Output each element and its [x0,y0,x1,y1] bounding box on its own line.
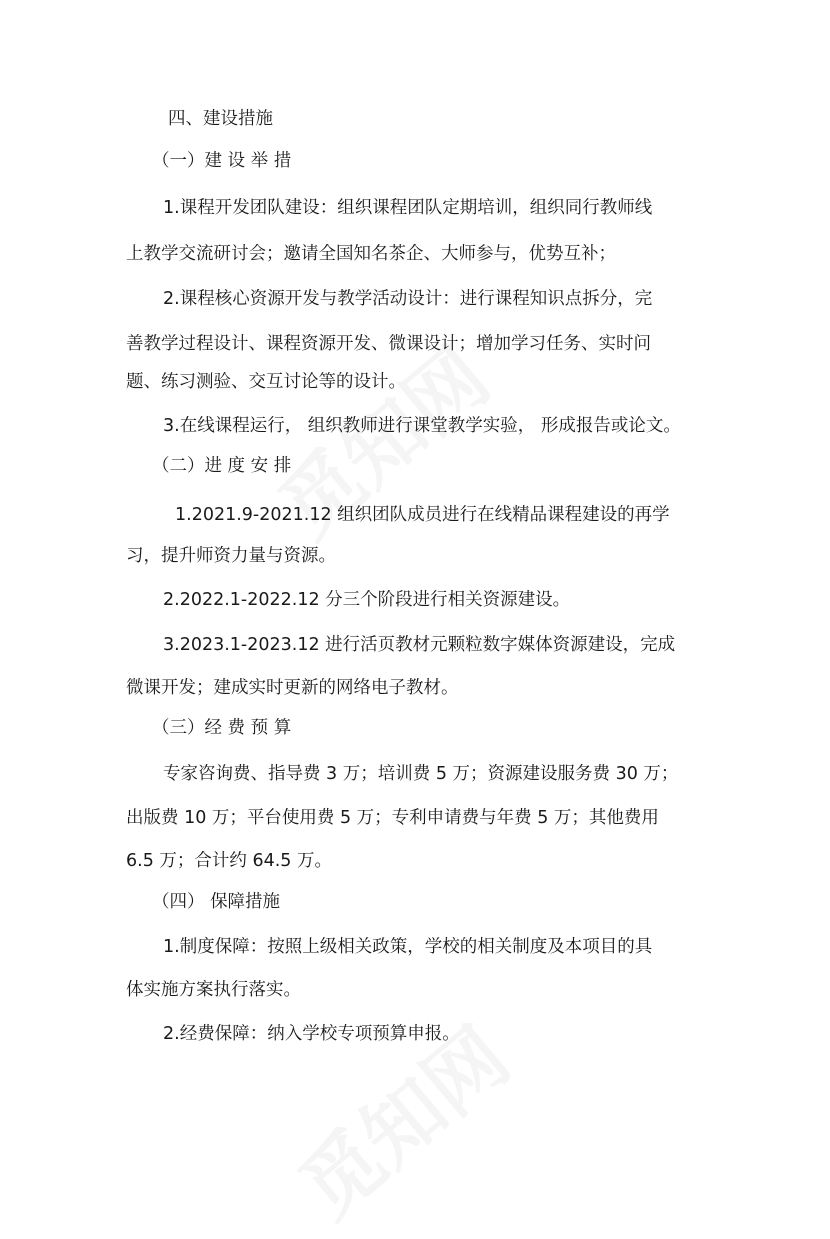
paragraph-line: 2.经费保障：纳入学校专项预算申报。 [163,1024,460,1044]
paragraph-line: 6.5 万；合计约 64.5 万。 [126,851,332,871]
subsection-title-1: （一）建 设 举 措 [152,151,292,171]
paragraph-line: 专家咨询费、指导费 3 万；培训费 5 万；资源建设服务费 30 万； [163,764,679,784]
paragraph-line: 善教学过程设计、课程资源开发、微课设计；增加学习任务、实时问 [126,334,651,354]
paragraph-line: 题、练习测验、交互讨论等的设计。 [126,372,406,392]
paragraph-line: 微课开发；建成实时更新的网络电子教材。 [126,678,459,698]
paragraph-line: 1.制度保障：按照上级相关政策，学校的相关制度及本项目的具 [163,937,653,957]
paragraph-line: 习，提升师资力量与资源。 [126,546,336,566]
subsection-title-3: （三）经 费 预 算 [152,718,292,738]
paragraph-line: 出版费 10 万；平台使用费 5 万；专利申请费与年费 5 万；其他费用 [126,808,659,828]
paragraph-line: 2.课程核心资源开发与教学活动设计：进行课程知识点拆分，完 [163,289,653,309]
paragraph-line: 3.2023.1-2023.12 进行活页教材元颗粒数字媒体资源建设，完成 [163,635,676,655]
paragraph-line: 1.2021.9-2021.12 组织团队成员进行在线精品课程建设的再学 [175,505,670,525]
subsection-title-4: （四） 保障措施 [152,892,281,912]
paragraph-line: 体实施方案执行落实。 [126,980,301,1000]
section-title: 四、建设措施 [168,109,273,129]
paragraph-line: 2.2022.1-2022.12 分三个阶段进行相关资源建设。 [163,590,571,610]
paragraph-line: 3.在线课程运行， 组织教师进行课堂教学实验， 形成报告或论文。 [163,416,681,436]
paragraph-line: 1.课程开发团队建设：组织课程团队定期培训，组织同行教师线 [163,198,653,218]
paragraph-line: 上教学交流研讨会；邀请全国知名茶企、大师参与，优势互补； [126,244,616,264]
subsection-title-2: （二）进 度 安 排 [152,456,292,476]
